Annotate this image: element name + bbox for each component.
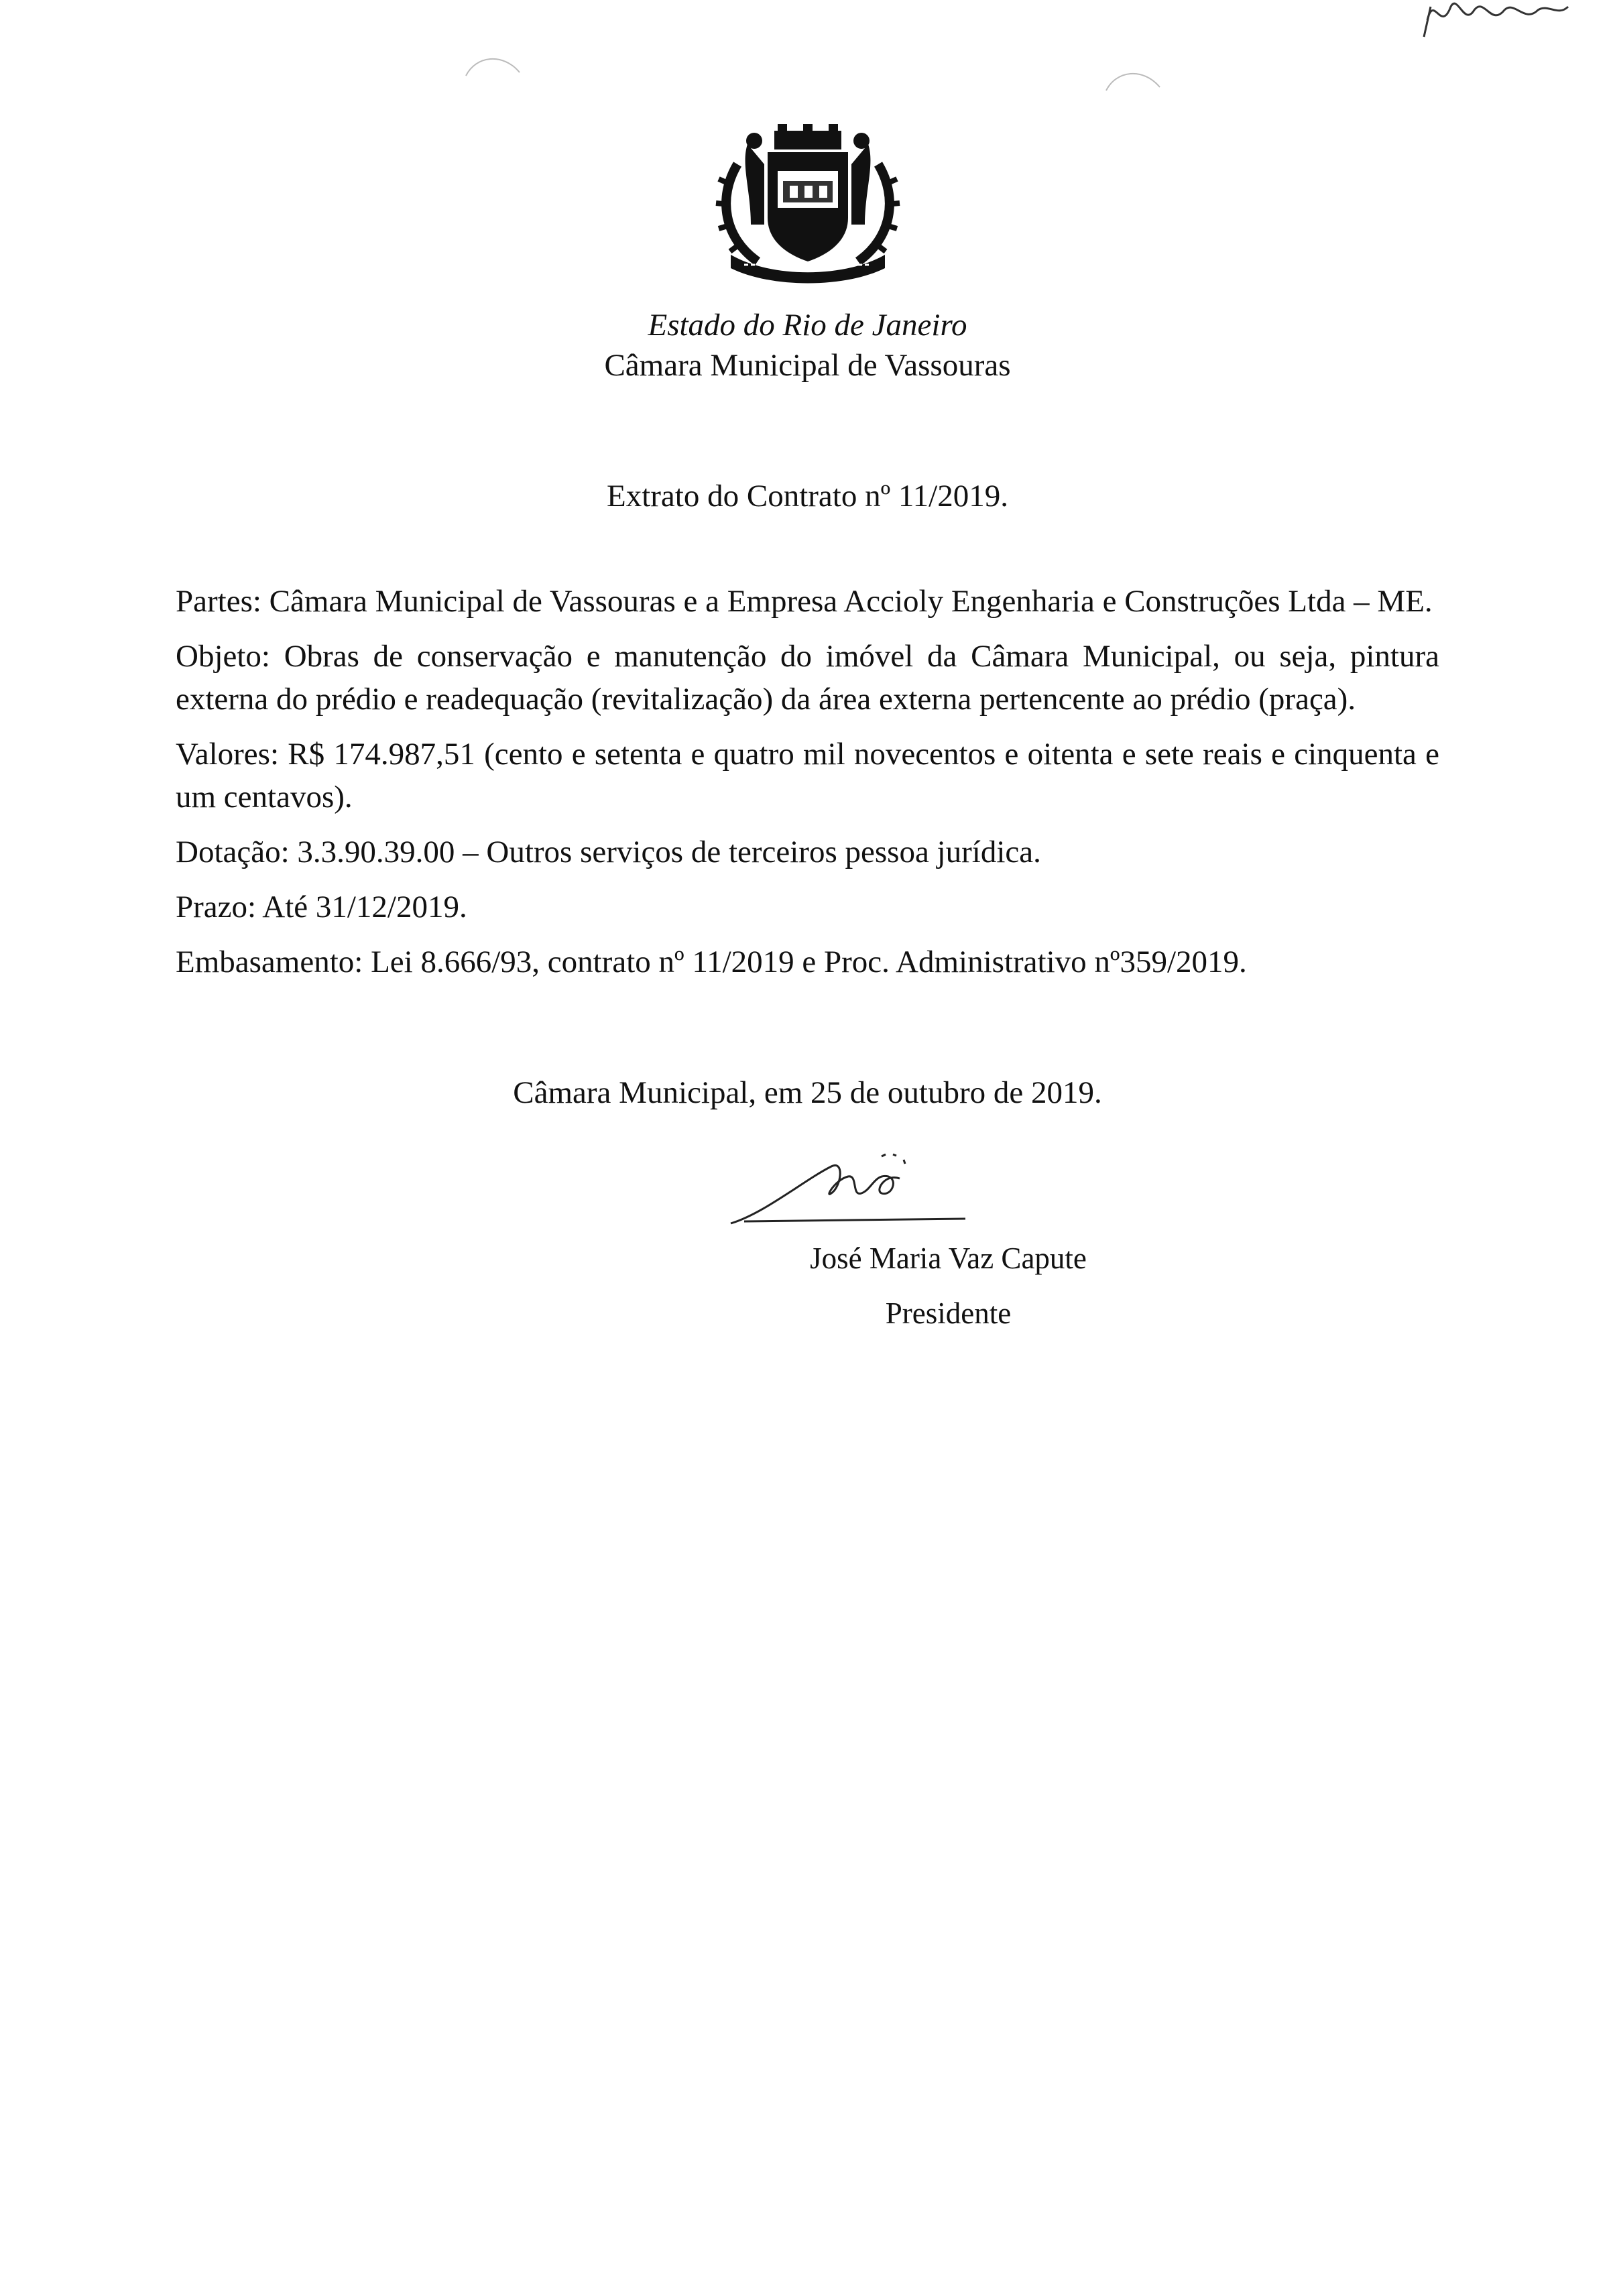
municipal-coat-of-arms-icon bbox=[711, 124, 905, 288]
clause-text: Câmara Municipal de Vassouras e a Empresa Accioly Engenharia e Construções Ltda – ME. bbox=[269, 584, 1433, 619]
clause-label: Prazo: bbox=[176, 890, 257, 924]
clause-text: Obras de conservação e manutenção do imóvel da Câmara Municipal, ou seja, pintura externa do prédio e readequação (revitalização) da área externa pertencente ao prédio (praça). bbox=[176, 639, 1439, 717]
clause-term bbox=[176, 886, 1439, 928]
place-and-date: Câmara Municipal, em 25 de outubro de 2019. bbox=[513, 1075, 1102, 1110]
signatory-name bbox=[0, 1239, 1615, 1278]
clause-label: Embasamento: bbox=[176, 945, 363, 979]
chamber-heading: Câmara Municipal de Vassouras bbox=[604, 348, 1011, 383]
clause-label: Dotação: bbox=[176, 835, 290, 869]
clause-text: R$ 174.987,51 (cento e setenta e quatro mil novecentos e oitenta e sete reais e cinquenta e um centavos). bbox=[176, 737, 1439, 814]
clause-values bbox=[176, 733, 1439, 819]
contract-clauses bbox=[176, 580, 1439, 995]
clause-legal-basis bbox=[176, 941, 1439, 983]
clause-label: Objeto: bbox=[176, 639, 270, 674]
clause-parties bbox=[176, 580, 1439, 623]
clause-object bbox=[176, 635, 1439, 721]
signatory-role bbox=[0, 1294, 1615, 1333]
handwritten-signature-icon bbox=[724, 1140, 972, 1240]
state-heading: Estado do Rio de Janeiro bbox=[648, 308, 967, 343]
clause-label: Valores: bbox=[176, 737, 280, 772]
punch-hole-mark bbox=[1103, 67, 1163, 94]
clause-text: 3.3.90.39.00 – Outros serviços de terceiros pessoa jurídica. bbox=[297, 835, 1041, 869]
clause-text: Lei 8.666/93, contrato nº 11/2019 e Proc. Administrativo nº359/2019. bbox=[371, 945, 1247, 979]
signatory-name-text: José Maria Vaz Capute bbox=[810, 1242, 1087, 1275]
signatory-role-text: Presidente bbox=[885, 1296, 1012, 1330]
handwritten-corner-mark bbox=[1414, 0, 1575, 40]
clause-allocation bbox=[176, 831, 1439, 873]
clause-text: Até 31/12/2019. bbox=[262, 890, 467, 924]
punch-hole-mark bbox=[463, 52, 523, 79]
clause-label: Partes: bbox=[176, 584, 261, 619]
document-title: Extrato do Contrato nº 11/2019. bbox=[607, 479, 1008, 513]
